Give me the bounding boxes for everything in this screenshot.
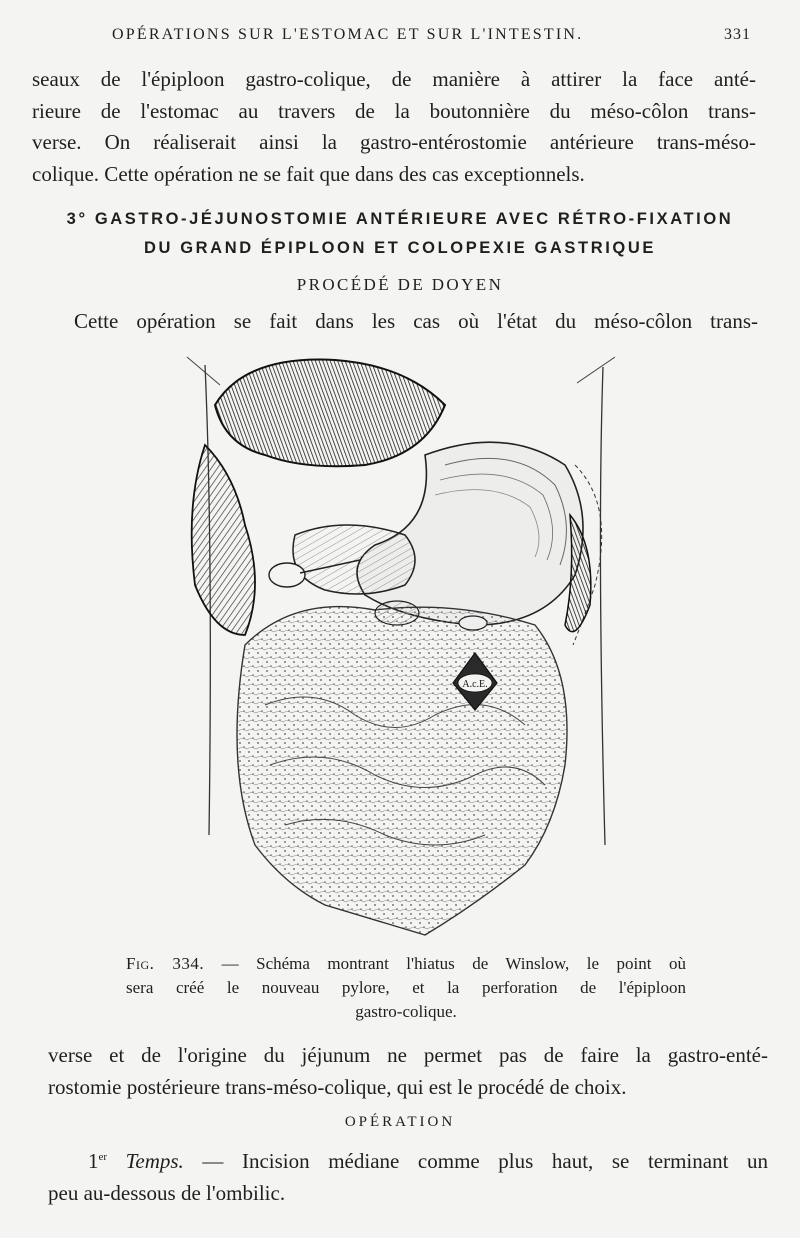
page-number: 331 — [724, 26, 751, 43]
method-paragraph — [74, 306, 758, 338]
abdominal-wall-right — [600, 367, 605, 845]
text-line: Cette opération se fait dans les cas où l'état du méso-côlon trans- — [74, 309, 758, 333]
anatomical-figure — [175, 345, 615, 945]
step-number-suffix: er — [98, 1151, 108, 1163]
pylorus — [293, 525, 415, 594]
hepatic-flexure — [192, 445, 255, 635]
text-line: seaux de l'épiploon gastro-colique, de manière à attirer la face anté- — [32, 67, 756, 91]
method-title: PROCÉDÉ DE DOYEN — [296, 275, 504, 294]
section-heading-line: DU GRAND ÉPIPLOON ET COLOPEXIE GASTRIQUE — [144, 239, 656, 257]
figure-caption — [126, 952, 686, 1024]
operation-heading: OPÉRATION — [344, 1114, 456, 1130]
step-text-line: peu au-dessous de l'ombilic. — [48, 1180, 286, 1205]
liver — [215, 360, 445, 467]
step-text: — Incision médiane comme plus haut, se terminant un — [183, 1149, 769, 1173]
figure-number: Fig. 334. — [126, 954, 205, 973]
winslow-hiatus — [269, 563, 305, 587]
step-label: Temps. — [125, 1149, 184, 1173]
figure-label: A.c.E. — [462, 679, 488, 690]
intro-paragraph — [32, 64, 756, 190]
continuation-paragraph — [48, 1040, 768, 1103]
text-line: colique. Cette opération ne se fait que dans des cas exceptionnels. — [32, 161, 585, 186]
figure-engraving — [175, 345, 615, 945]
text-line: verse. On réaliserait ainsi la gastro-entérostomie antérieure trans-méso- — [32, 130, 756, 154]
caption-line: sera créé le nouveau pylore, et la perforation de l'épiploon — [126, 978, 686, 997]
text-line: rostomie postérieure trans-méso-colique, qui est le procédé de choix. — [48, 1074, 627, 1099]
running-title: OPÉRATIONS SUR L'ESTOMAC ET SUR L'INTESTIN. — [112, 26, 584, 43]
section-heading-line: 3° GASTRO-JÉJUNOSTOMIE ANTÉRIEURE AVEC RÉTRO-FIXATION — [66, 210, 734, 228]
greater-omentum — [237, 607, 567, 935]
caption-text: — Schéma montrant l'hiatus de Winslow, le point où — [204, 954, 686, 973]
section-heading — [20, 205, 780, 263]
caption-line: gastro-colique. — [355, 1002, 457, 1021]
text-line: verse et de l'origine du jéjunum ne permet pas de faire la gastro-enté- — [48, 1043, 768, 1067]
step-paragraph — [48, 1142, 768, 1209]
running-head — [0, 26, 800, 50]
text-line: rieure de l'estomac au travers de la boutonnière du méso-côlon trans- — [32, 98, 756, 123]
step-number: 1 — [88, 1149, 99, 1173]
